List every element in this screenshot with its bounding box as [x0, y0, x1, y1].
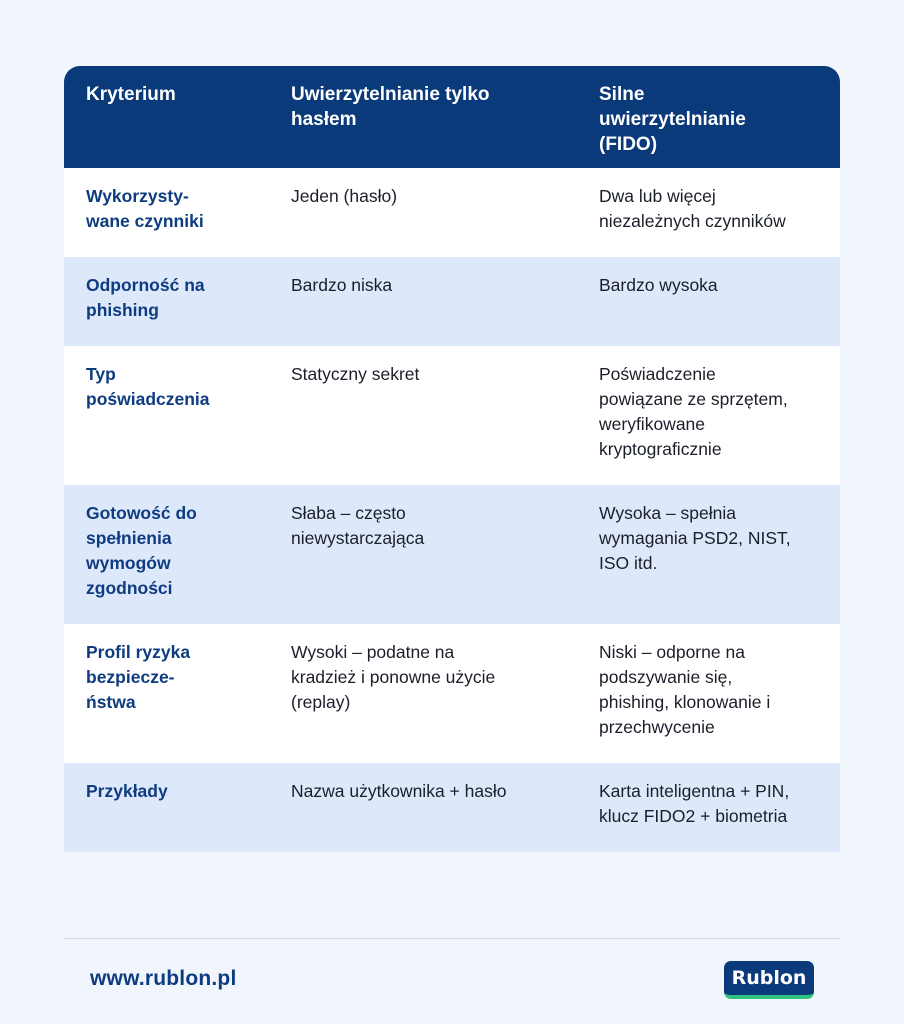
- criterion-cell: [64, 763, 291, 852]
- cell-text: powiązane ze sprzętem,: [599, 389, 788, 409]
- header-text: Silne: [599, 84, 645, 105]
- cell-text: Wysoka – spełnia: [599, 503, 736, 523]
- criterion-cell: [64, 257, 291, 346]
- criterion-cell: [64, 168, 291, 257]
- cell-text: poświadczenia: [86, 389, 210, 409]
- cell-text: Przykłady: [86, 781, 168, 801]
- fido-cell: [599, 624, 840, 763]
- table-row: [64, 485, 840, 624]
- header-strong-fido: [599, 66, 840, 168]
- cell-text: zgodności: [86, 578, 173, 598]
- cell-text: niezależnych czynników: [599, 211, 786, 231]
- header-text: (FIDO): [599, 134, 658, 155]
- cell-text: bezpiecze-: [86, 667, 175, 687]
- fido-cell: [599, 485, 840, 624]
- comparison-table: [64, 66, 840, 852]
- cell-text: Nazwa użytkownika + hasło: [291, 781, 507, 801]
- cell-text: phishing: [86, 300, 159, 320]
- cell-text: spełnienia: [86, 528, 172, 548]
- criterion-cell: [64, 346, 291, 485]
- cell-text: ństwa: [86, 692, 136, 712]
- cell-text: wymagania PSD2, NIST,: [599, 528, 791, 548]
- cell-text: phishing, klonowanie i: [599, 692, 771, 712]
- header-text: Kryterium: [86, 84, 176, 105]
- cell-text: wymogów: [86, 553, 171, 573]
- footer-divider: [64, 938, 840, 939]
- password-cell: [291, 485, 599, 624]
- fido-cell: [599, 257, 840, 346]
- header-text: uwierzytelnianie: [599, 109, 746, 130]
- cell-text: Typ: [86, 364, 116, 384]
- cell-text: kryptograficznie: [599, 439, 722, 459]
- fido-cell: [599, 763, 840, 852]
- cell-text: Karta inteligentna + PIN,: [599, 781, 790, 801]
- table-header-row: [64, 66, 840, 168]
- fido-cell: [599, 346, 840, 485]
- cell-text: podszywanie się,: [599, 667, 733, 687]
- cell-text: (replay): [291, 692, 351, 712]
- cell-text: Odporność na: [86, 275, 205, 295]
- header-criterion: [64, 66, 291, 168]
- logo-text: Rublon: [731, 967, 807, 989]
- table-row: [64, 257, 840, 346]
- fido-cell: [599, 168, 840, 257]
- criterion-cell: [64, 485, 291, 624]
- cell-text: Słaba – często: [291, 503, 406, 523]
- cell-text: Bardzo wysoka: [599, 275, 718, 295]
- cell-text: Wykorzysty-: [86, 186, 189, 206]
- table-row: [64, 168, 840, 257]
- header-text: Uwierzytelnianie tylko: [291, 84, 490, 105]
- cell-text: Bardzo niska: [291, 275, 393, 295]
- password-cell: [291, 763, 599, 852]
- cell-text: klucz FIDO2 + biometria: [599, 806, 788, 826]
- cell-text: wane czynniki: [86, 211, 204, 231]
- table-row: [64, 763, 840, 852]
- password-cell: [291, 168, 599, 257]
- table-row: [64, 624, 840, 763]
- password-cell: [291, 624, 599, 763]
- table-row: [64, 346, 840, 485]
- criterion-cell: [64, 624, 291, 763]
- website-link[interactable]: www.rublon.pl: [90, 967, 237, 990]
- cell-text: Poświadczenie: [599, 364, 716, 384]
- cell-text: Niski – odporne na: [599, 642, 745, 662]
- cell-text: Profil ryzyka: [86, 642, 191, 662]
- cell-text: Jeden (hasło): [291, 186, 398, 206]
- cell-text: Wysoki – podatne na: [291, 642, 455, 662]
- cell-text: Statyczny sekret: [291, 364, 420, 384]
- cell-text: kradzież i ponowne użycie: [291, 667, 496, 687]
- rublon-logo: [724, 961, 814, 999]
- cell-text: Gotowość do: [86, 503, 197, 523]
- header-text: hasłem: [291, 109, 357, 130]
- password-cell: [291, 257, 599, 346]
- header-password-only: [291, 66, 599, 168]
- password-cell: [291, 346, 599, 485]
- cell-text: ISO itd.: [599, 553, 658, 573]
- cell-text: niewystarczająca: [291, 528, 425, 548]
- cell-text: przechwycenie: [599, 717, 715, 737]
- cell-text: Dwa lub więcej: [599, 186, 716, 206]
- cell-text: weryfikowane: [599, 414, 706, 434]
